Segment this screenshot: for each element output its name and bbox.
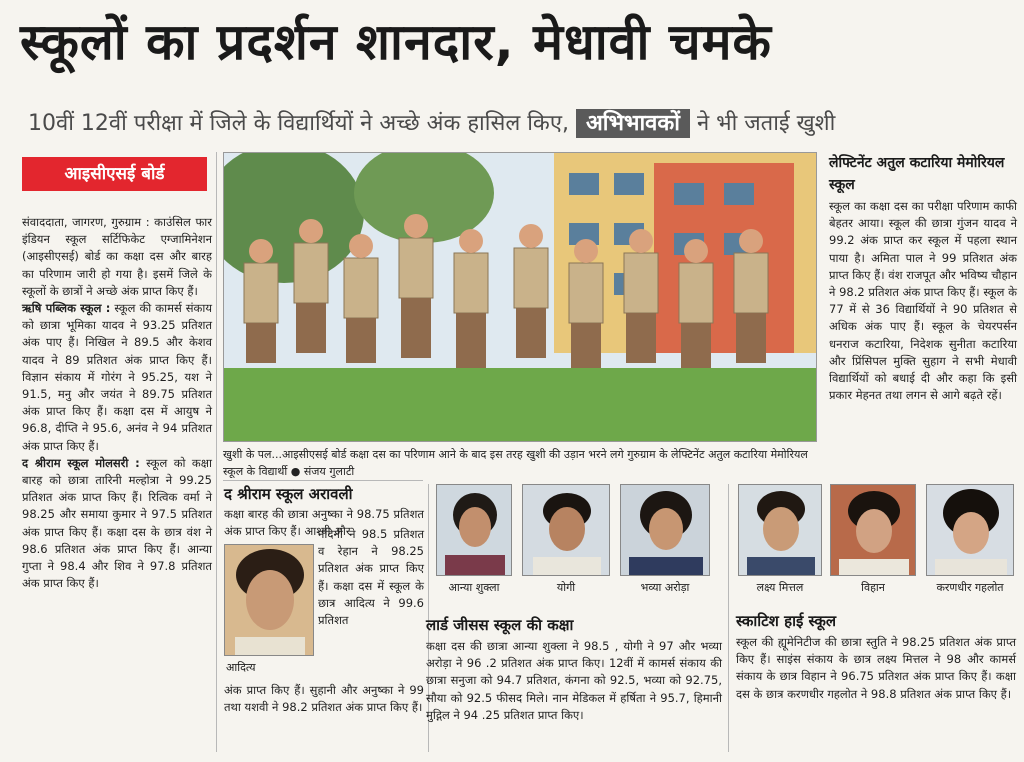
main-photo bbox=[223, 152, 817, 442]
scottish-school-text: स्कूल की ह्यूमेनिटीज की छात्रा स्तुति ने 98.25 प्रतिशत अंक प्राप्त किए हैं। साइंस संकाय के छात्र लक्ष्य मित्तल ने 98 और कामर्स संकाय के छात्र विहान ने 96.75 प्रतिशत अंक प्राप्त किए हैं। कक्षा दस के छात्र करणधीर गहलोत ने 98.8 प्रतिशत अंक प्राप्त किए हैं। bbox=[736, 635, 1016, 701]
portrait-bhavya-arora bbox=[620, 484, 710, 576]
portrait-yogi bbox=[522, 484, 610, 576]
portrait-label: भव्या अरोड़ा bbox=[640, 581, 690, 594]
lord-jesus-text: कक्षा दस की छात्रा आन्या शुक्ला ने 98.5 , योगी ने 97 और भव्या अरोड़ा ने 96 .2 प्रतिशत अंक प्राप्त किए। 12वीं में कामर्स संकाय की छात्रा सनुजा को 94.7 प्रतिशत, कंगना को 92.5, भव्या को 92.75, सौया को 92.5 फीसद मिले। नान मेडिकल में हर्षिता ने 95.7, हिमानी मुद्गिल ने 94 .25 प्रतिशत प्राप्त किए। bbox=[426, 639, 722, 722]
subhead-before: 10वीं 12वीं परीक्षा में जिले के विद्यार्थियों ने अच्छे अंक हासिल किए, bbox=[28, 111, 569, 136]
column-divider bbox=[216, 152, 217, 752]
portrait-vihaan bbox=[830, 484, 916, 576]
aditya-photo-label: आदित्य bbox=[226, 661, 256, 674]
portrait-label: विहान bbox=[861, 581, 885, 594]
section-tag-icse: आइसीएसई बोर्ड bbox=[22, 157, 207, 191]
portrait-label: आन्या शुक्ला bbox=[448, 581, 500, 594]
portrait-karandheer-gahlot bbox=[926, 484, 1014, 576]
katariya-school-text: स्कूल का कक्षा दस का परीक्षा परिणाम काफी बेहतर आया। स्कूल की छात्रा गुंजन यादव ने 99.2 अंक प्राप्त कर स्कूल में पहला स्थान पाया है। अमिता पाल ने 99 प्रतिशत अंक प्राप्त किए हैं। वंश राजपूत और भविष्य चौहान ने 98.2 प्रतिशत अंक प्राप्त किए हैं। स्कूल के 77 में से 36 विद्यार्थियों ने 90 प्रतिशत से अधिक अंक पाए हैं। स्कूल के चेयरपर्सन धनराज कटारिया, निदेशक सुनीता कटारिया और प्रिंसिपल मुक्ति सुहाग ने सभी मेधावी विद्यार्थियों को बधाई दी और कहा कि इसी प्रकार मेहनत तथा लगन से आगे बढ़ते रहें। bbox=[829, 199, 1017, 403]
shriram-aravali-head: द श्रीराम स्कूल अरावली bbox=[224, 485, 353, 503]
portrait-lakshya-mittal bbox=[738, 484, 822, 576]
section-divider bbox=[223, 480, 423, 481]
molsari-school-head: द श्रीराम स्कूल मोलसरी : bbox=[22, 455, 140, 470]
portrait-anya-shukla bbox=[436, 484, 512, 576]
portrait-label: करणधीर गहलोत bbox=[936, 581, 1004, 594]
shriram-aravali-text-1: कक्षा बारह की छात्रा अनुष्का ने 98.75 प्रतिशत अंक प्राप्त किए हैं। आश्वी और bbox=[224, 507, 424, 539]
scottish-school-head: स्काटिश हाई स्कूल bbox=[736, 612, 837, 630]
headline: स्कूलों का प्रदर्शन शानदार, मेधावी चमके bbox=[20, 13, 772, 71]
rishi-school-text: स्कूल की कामर्स संकाय को छात्रा भूमिका यादव ने 93.25 प्रतिशत अंक पाए हैं। निखिल ने 89.5 और केशव यादव ने 89 प्रतिशत अंक प्राप्त किए हैं। विज्ञान संकाय में गोरंग ने 95.25, यश ने 91.5, मनु और जयंत ने 89.75 प्रतिशत अंक प्राप्त किए हैं। कक्षा दस में आयुष ने 96.8, दीप्ति ने 95.6, अनंव ने 94 प्रतिशत अंक प्राप्त किए हैं। bbox=[22, 301, 212, 453]
left-column bbox=[22, 214, 212, 592]
intro-text: संवाददाता, जागरण, गुरुग्राम : काउंसिल फार इंडियन स्कूल सर्टिफिकेट एग्जामिनेशन (आइसीएसई) बोर्ड का कक्षा दस और बारह का परिणाम जारी हो गया है। इसमें जिले के स्कूलों के छात्रों ने अच्छे अंक प्राप्त किए हैं। bbox=[22, 215, 212, 298]
katariya-school-head: लेफ्टिनेंट अतुल कटारिया मेमोरियल स्कूल bbox=[829, 155, 1005, 193]
column-divider bbox=[728, 484, 729, 752]
subheadline bbox=[28, 104, 1018, 144]
molsari-school-text: स्कूल को कक्षा बारह को छात्रा तारिनी मल्होत्रा ने 99.25 प्रतिशत अंक प्राप्त किए हैं। रित्विक वर्मा ने 98.25 और समाया कुमार ने 97.5 प्रतिशत अंक प्राप्त किए हैं। कक्षा दस के छात्र वंश ने 98.6 प्रतिशत अंक प्राप्त किए हैं। आन्या गुप्ता ने 98.4 और शिव ने 97.8 प्रतिशत अंक प्राप्त किए हैं। bbox=[22, 455, 212, 591]
portrait-label: योगी bbox=[556, 581, 576, 594]
aditya-photo bbox=[224, 544, 314, 656]
lord-jesus-head: लार्ड जीसस स्कूल की कक्षा bbox=[426, 616, 574, 634]
shriram-aravali-text-3: अंक प्राप्त किए हैं। सुहानी और अनुष्का ने 99 तथा यशवी ने 98.2 प्रतिशत अंक प्राप्त किए हैं। bbox=[224, 683, 424, 715]
photo-caption: खुशी के पल...आइसीएसई बोर्ड कक्षा दस का परिणाम आने के बाद इस तरह खुशी की उड़ान भरने लगे गुरुग्राम के लेफ्टिनेंट अतुल कटारिया मेमोरियल स्कूल के विद्यार्थी ● संजय गुलाटी bbox=[223, 448, 808, 478]
subhead-after: ने भी जताई खुशी bbox=[696, 111, 836, 136]
shriram-aravali-text-2: नंदिनी ने 98.5 प्रतिशत व रेहान ने 98.25 प्रतिशत अंक प्राप्त किए हैं। कक्षा दस में स्कूल के छात्र आदित्य ने 99.6 प्रतिशत bbox=[318, 527, 424, 628]
portrait-label: लक्ष्य मित्तल bbox=[756, 581, 804, 594]
subhead-highlight: अभिभावकों bbox=[576, 109, 690, 138]
rishi-school-head: ऋषि पब्लिक स्कूल : bbox=[22, 301, 111, 316]
